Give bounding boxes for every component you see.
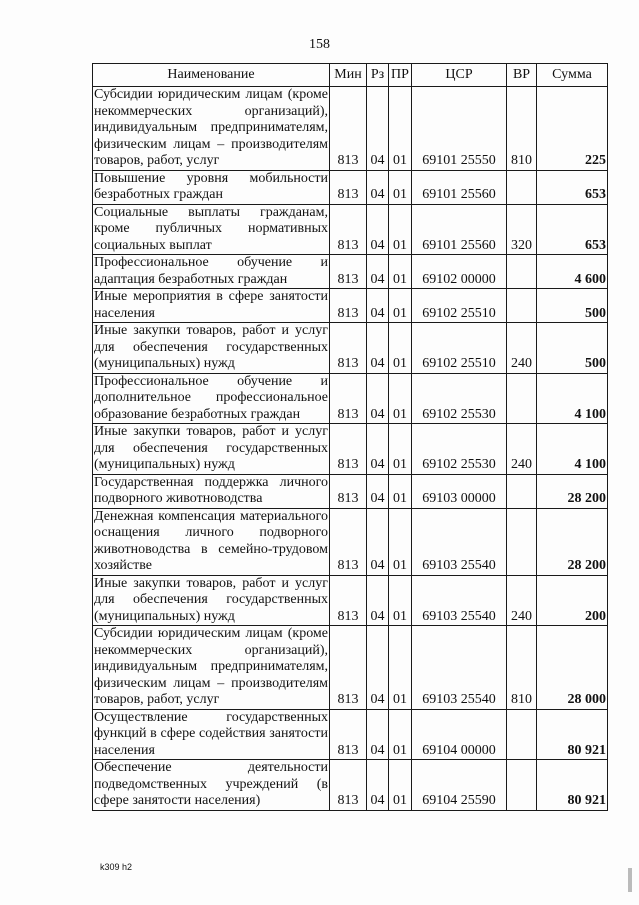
header-min: Мин bbox=[330, 64, 367, 87]
row-sum: 28 000 bbox=[537, 626, 608, 710]
row-vr bbox=[507, 709, 537, 760]
row-csr: 69103 25540 bbox=[412, 626, 507, 710]
row-name: Иные закупки товаров, работ и услуг для обеспечения государственных (муниципальных) нужд bbox=[94, 575, 328, 624]
row-rz: 04 bbox=[367, 508, 389, 575]
row-name: Иные закупки товаров, работ и услуг для обеспечения государственных (муниципальных) нужд bbox=[94, 323, 328, 371]
row-rz: 04 bbox=[367, 424, 389, 475]
row-min: 813 bbox=[330, 474, 367, 508]
row-min: 813 bbox=[330, 255, 367, 289]
table-row bbox=[93, 373, 608, 424]
row-name: Профессиональное обучение и дополнительное профессиональное образование безработных граждан bbox=[94, 373, 328, 422]
scan-edge-mark bbox=[628, 868, 632, 892]
row-name: Осуществление государственных функций в сфере содействия занятости населения bbox=[94, 709, 328, 758]
row-min: 813 bbox=[330, 170, 367, 204]
row-rz: 04 bbox=[367, 87, 389, 171]
row-csr: 69103 25540 bbox=[412, 508, 507, 575]
row-vr: 240 bbox=[507, 323, 537, 374]
row-sum: 500 bbox=[537, 323, 608, 374]
row-rz: 04 bbox=[367, 626, 389, 710]
table-row bbox=[93, 760, 608, 811]
row-pr: 01 bbox=[389, 626, 412, 710]
row-csr: 69103 25540 bbox=[412, 575, 507, 626]
row-min: 813 bbox=[330, 508, 367, 575]
row-name: Социальные выплаты гражданам, кроме публичных нормативных социальных выплат bbox=[94, 204, 328, 253]
header-rz: Рз bbox=[367, 64, 389, 87]
row-pr: 01 bbox=[389, 424, 412, 475]
row-pr: 01 bbox=[389, 204, 412, 255]
row-vr bbox=[507, 760, 537, 811]
table-row bbox=[93, 508, 608, 575]
row-rz: 04 bbox=[367, 289, 389, 323]
row-name: Иные мероприятия в сфере занятости населения bbox=[94, 289, 328, 321]
row-min: 813 bbox=[330, 323, 367, 374]
row-min: 813 bbox=[330, 204, 367, 255]
row-pr: 01 bbox=[389, 508, 412, 575]
table-row bbox=[93, 87, 608, 171]
row-min: 813 bbox=[330, 87, 367, 171]
header-name: Наименование bbox=[93, 64, 330, 87]
row-pr: 01 bbox=[389, 87, 412, 171]
row-vr: 320 bbox=[507, 204, 537, 255]
row-pr: 01 bbox=[389, 575, 412, 626]
row-sum: 200 bbox=[537, 575, 608, 626]
table-body bbox=[93, 87, 608, 811]
row-sum: 80 921 bbox=[537, 709, 608, 760]
table-row bbox=[93, 255, 608, 289]
row-min: 813 bbox=[330, 626, 367, 710]
row-vr bbox=[507, 474, 537, 508]
table-row bbox=[93, 709, 608, 760]
row-min: 813 bbox=[330, 760, 367, 811]
row-sum: 225 bbox=[537, 87, 608, 171]
budget-table bbox=[92, 63, 608, 811]
header-vr: ВР bbox=[507, 64, 537, 87]
row-rz: 04 bbox=[367, 373, 389, 424]
table-row bbox=[93, 626, 608, 710]
page-number: 158 bbox=[309, 37, 330, 52]
row-rz: 04 bbox=[367, 255, 389, 289]
row-vr bbox=[507, 170, 537, 204]
row-name: Обеспечение деятельности подведомственных учреждений (в сфере занятости населения) bbox=[94, 760, 328, 808]
row-vr: 240 bbox=[507, 575, 537, 626]
row-csr: 69104 25590 bbox=[412, 760, 507, 811]
row-pr: 01 bbox=[389, 709, 412, 760]
table-row bbox=[93, 575, 608, 626]
row-pr: 01 bbox=[389, 255, 412, 289]
row-min: 813 bbox=[330, 373, 367, 424]
row-name: Повышение уровня мобильности безработных граждан bbox=[94, 170, 328, 202]
footer-mark: k309 h2 bbox=[100, 862, 133, 872]
row-pr: 01 bbox=[389, 170, 412, 204]
row-name: Субсидии юридическим лицам (кроме некоммерческих организаций), индивидуальным предпринимателям, физическим лицам – производителям товаров, работ, услуг bbox=[94, 87, 328, 168]
row-vr: 240 bbox=[507, 424, 537, 475]
row-csr: 69102 25530 bbox=[412, 373, 507, 424]
row-min: 813 bbox=[330, 575, 367, 626]
row-pr: 01 bbox=[389, 323, 412, 374]
row-vr: 810 bbox=[507, 87, 537, 171]
row-sum: 28 200 bbox=[537, 508, 608, 575]
row-sum: 500 bbox=[537, 289, 608, 323]
table-row bbox=[93, 170, 608, 204]
row-name: Иные закупки товаров, работ и услуг для обеспечения государственных (муниципальных) нужд bbox=[94, 424, 328, 472]
row-vr bbox=[507, 255, 537, 289]
header-sum: Сумма bbox=[537, 64, 608, 87]
row-min: 813 bbox=[330, 424, 367, 475]
table-row bbox=[93, 323, 608, 374]
row-name: Профессиональное обучение и адаптация безработных граждан bbox=[94, 255, 328, 287]
row-name: Государственная поддержка личного подворного животноводства bbox=[94, 474, 328, 506]
row-sum: 4 100 bbox=[537, 373, 608, 424]
row-pr: 01 bbox=[389, 373, 412, 424]
header-pr: ПР bbox=[389, 64, 412, 87]
table-row bbox=[93, 474, 608, 508]
row-sum: 80 921 bbox=[537, 760, 608, 811]
row-rz: 04 bbox=[367, 709, 389, 760]
table-row bbox=[93, 289, 608, 323]
row-sum: 4 600 bbox=[537, 255, 608, 289]
row-vr bbox=[507, 373, 537, 424]
row-pr: 01 bbox=[389, 760, 412, 811]
row-name: Субсидии юридическим лицам (кроме некоммерческих организаций), индивидуальным предпринимателям, физическим лицам – производителям товаров, работ, услуг bbox=[94, 626, 328, 707]
row-csr: 69101 25560 bbox=[412, 170, 507, 204]
row-rz: 04 bbox=[367, 170, 389, 204]
row-rz: 04 bbox=[367, 474, 389, 508]
row-sum: 4 100 bbox=[537, 424, 608, 475]
row-csr: 69102 00000 bbox=[412, 255, 507, 289]
row-sum: 28 200 bbox=[537, 474, 608, 508]
row-sum: 653 bbox=[537, 170, 608, 204]
row-csr: 69101 25550 bbox=[412, 87, 507, 171]
row-csr: 69102 25510 bbox=[412, 323, 507, 374]
row-csr: 69103 00000 bbox=[412, 474, 507, 508]
row-rz: 04 bbox=[367, 575, 389, 626]
header-csr: ЦСР bbox=[412, 64, 507, 87]
row-sum: 653 bbox=[537, 204, 608, 255]
row-csr: 69102 25530 bbox=[412, 424, 507, 475]
row-csr: 69101 25560 bbox=[412, 204, 507, 255]
row-pr: 01 bbox=[389, 289, 412, 323]
row-rz: 04 bbox=[367, 323, 389, 374]
row-rz: 04 bbox=[367, 204, 389, 255]
row-vr: 810 bbox=[507, 626, 537, 710]
row-name: Денежная компенсация материального оснащения личного подворного животноводства в семейно-трудовом хозяйстве bbox=[94, 508, 328, 573]
row-min: 813 bbox=[330, 289, 367, 323]
row-rz: 04 bbox=[367, 760, 389, 811]
table-row bbox=[93, 424, 608, 475]
header-row bbox=[93, 64, 608, 87]
row-csr: 69102 25510 bbox=[412, 289, 507, 323]
row-vr bbox=[507, 289, 537, 323]
row-csr: 69104 00000 bbox=[412, 709, 507, 760]
row-vr bbox=[507, 508, 537, 575]
table-header bbox=[93, 64, 608, 87]
row-pr: 01 bbox=[389, 474, 412, 508]
row-min: 813 bbox=[330, 709, 367, 760]
table-row bbox=[93, 204, 608, 255]
